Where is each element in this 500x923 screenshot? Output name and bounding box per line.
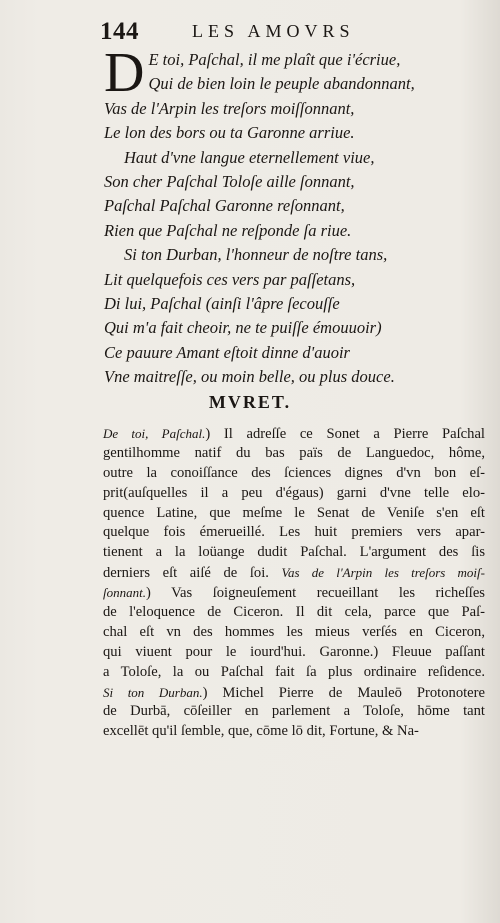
drop-cap: D xyxy=(104,42,145,104)
commentary-line xyxy=(103,523,485,543)
commentary-line xyxy=(103,663,485,683)
sonnet xyxy=(104,42,474,389)
sonnet-line-text: Vas de l'Arpin les treſors moiſſonnant, xyxy=(104,98,355,118)
commentary-text: a Toloſe, la ou Paſchal fait ſa plus ordinaire reſidence. xyxy=(103,663,485,680)
commentary-text: outre la conoiſſance des ſciences dignes d'vn bon eſ- xyxy=(103,464,485,481)
page-number: 144 xyxy=(100,18,139,45)
lemma: ſonnant. xyxy=(103,585,146,601)
commentary-line xyxy=(103,583,485,603)
sonnet-line xyxy=(104,121,474,145)
sonnet-line-text: E toi, Paſchal, il me plaît que i'écriue, xyxy=(148,50,401,69)
commentary-text: qui viuent pour le iourd'hui. Garonne.) Fleuue paſſant xyxy=(103,643,485,660)
commentary-line xyxy=(103,643,485,663)
sonnet-line-text: Son cher Paſchal Toloſe aille ſonnant, xyxy=(104,171,355,191)
sonnet-line xyxy=(104,268,474,292)
commentary-line xyxy=(103,623,485,643)
commentary-line xyxy=(103,543,485,563)
sonnet-line xyxy=(104,316,474,340)
sonnet-line-text: Vne maitreſſe, ou moin belle, ou plus douce. xyxy=(104,367,395,387)
commentary-line xyxy=(103,722,485,742)
commentary-line xyxy=(103,484,485,504)
sonnet-line xyxy=(104,72,474,96)
sonnet-line xyxy=(104,365,474,389)
sonnet-line xyxy=(104,194,474,218)
sonnet-line xyxy=(104,146,474,170)
commentary-text: excellēt qu'il ſemble, que, cōme lō dit, Fortune, & Na- xyxy=(103,723,419,740)
commentary-text: tienent a la loüange dudit Paſchal. L'argument des ſis xyxy=(103,544,485,561)
commentary-text: quence Latine, que meſme le Senat de Veniſe s'en eſt xyxy=(103,504,485,521)
commentary-line xyxy=(103,702,485,722)
commentary-heading: MVRET. xyxy=(208,392,292,412)
commentary-text: chal eſt vn des hommes les mieus verſés en Ciceron, xyxy=(103,623,485,640)
commentary-line xyxy=(103,444,485,464)
sonnet-line-text: Qui m'a fait cheoir, ne te puiſſe émouuoir) xyxy=(104,318,382,338)
lemma: Si ton Durban. xyxy=(103,684,203,700)
commentary-line xyxy=(103,504,485,524)
running-head: LES AMOVRS xyxy=(192,21,355,41)
lemma: Vas de l'Arpin les treſors moiſ- xyxy=(281,565,485,581)
sonnet-line-text: Paſchal Paſchal Garonne reſonnant, xyxy=(104,196,345,216)
commentary-text: gentilhomme natif du bas païs de Languedoc, hôme, xyxy=(103,444,485,461)
sonnet-line xyxy=(104,219,474,243)
commentary-line xyxy=(103,424,485,444)
commentary-line xyxy=(103,563,485,583)
sonnet-line-text: Lit quelquefois ces vers par paſſetans, xyxy=(104,269,356,289)
commentary-line xyxy=(103,683,485,703)
sonnet-line-text: Di lui, Paſchal (ainſi l'âpre ſecouſſe xyxy=(104,293,340,313)
commentary xyxy=(103,424,485,742)
commentary-text: de Durbā, cōſeiller en parlement a Toloſe, hōme tant xyxy=(103,703,485,720)
sonnet-line xyxy=(104,341,474,365)
sonnet-line-text: Haut d'vne langue eternellement viue, xyxy=(124,147,375,167)
commentary-text: ) Il adreſſe ce Sonet a Pierre Paſchal xyxy=(205,426,485,442)
sonnet-line xyxy=(104,243,474,267)
sonnet-line xyxy=(104,170,474,194)
sonnet-line-text: Rien que Paſchal ne reſponde ſa riue. xyxy=(104,220,352,240)
sonnet-line-text: Qui de bien loin le peuple abandonnant, xyxy=(148,74,415,94)
sonnet-line-text: Si ton Durban, l'honneur de noſtre tans, xyxy=(124,245,388,265)
page-header xyxy=(100,18,470,46)
commentary-text: derniers eſt aiſé de ſoi. xyxy=(103,565,282,582)
commentary-text: quelque fois émerueillé. Les huit premiers vers apar- xyxy=(103,524,485,541)
sonnet-line xyxy=(104,97,474,121)
commentary-text: ) Michel Pierre de Mauleō Protonotere xyxy=(202,684,485,701)
commentary-line xyxy=(103,464,485,484)
commentary-text: ) Vas ſoigneuſement recueillant les richeſſes xyxy=(145,585,485,602)
commentary-text: de l'eloquence de Ciceron. Il dit cela, parce que Paſ- xyxy=(103,604,485,621)
commentary-line xyxy=(103,603,485,623)
sonnet-line-text: Ce pauure Amant eſtoit dinne d'auoir xyxy=(104,342,350,362)
sonnet-line-text: Le lon des bors ou ta Garonne arriue. xyxy=(104,123,355,143)
commentary-text: prit(auſquelles il a peu d'égaus) garni d'vne telle elo- xyxy=(103,484,485,501)
sonnet-line xyxy=(104,292,474,316)
lemma: De toi, Paſchal. xyxy=(103,426,206,441)
